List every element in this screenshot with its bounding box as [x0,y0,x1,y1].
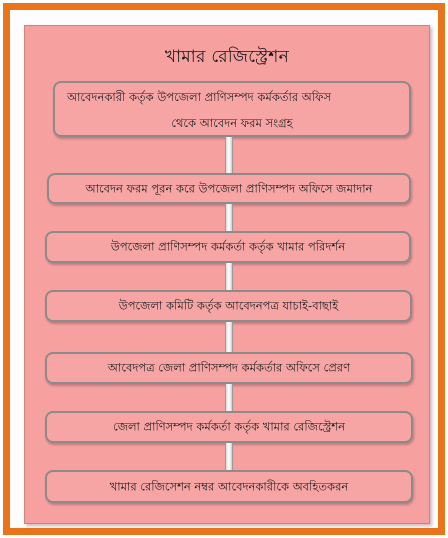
step-1-line-1: আবেদনকারী কর্তৃক উপজেলা প্রাণিসম্পদ কর্মকর্তার অফিস [67,90,332,104]
outer-frame [3,3,445,535]
step-6-box [45,411,413,443]
step-5-box [45,352,413,384]
step-5-label: আবেদপত্র জেলা প্রাণিসম্পদ কর্মকর্তার অফিসে প্রেরণ [107,360,351,375]
step-7-label: খামার রেজিসেশন নম্বর আবেদনকারীকে অবহিতকরন [109,478,349,493]
step-4-box [45,290,412,322]
step-1-line-2: থেকে আবেদন ফরম সংগ্রহ [171,116,293,130]
step-4-label: উপজেলা কমিটি কর্তৃক আবেদনপত্র যাচাই-বাছাই [118,298,339,313]
step-7-box [45,470,413,503]
connector-4-5 [225,322,233,353]
connector-5-6 [225,384,233,412]
flowchart-panel [24,25,430,524]
connector-1-2 [225,137,233,174]
step-1-box [53,81,411,137]
step-3-box [45,231,411,263]
step-2-box [47,173,411,204]
connector-2-3 [225,204,233,232]
step-2-label: আবেদন ফরম পূরন করে উপজেলা প্রাণিসম্পদ অফিসে জমাদান [85,180,373,195]
flowchart-title: খামার রেজিস্ট্রেশন [164,47,290,67]
step-6-label: জেলা প্রাণিসম্পদ কর্মকর্তা কর্তৃক খামার রেজিস্ট্রেশন [113,419,345,434]
step-3-label: উপজেলা প্রাণিসম্পদ কর্মকর্তা কর্তৃক খামার পরিদর্শন [110,239,346,254]
connector-6-7 [225,443,233,471]
connector-3-4 [225,263,233,291]
